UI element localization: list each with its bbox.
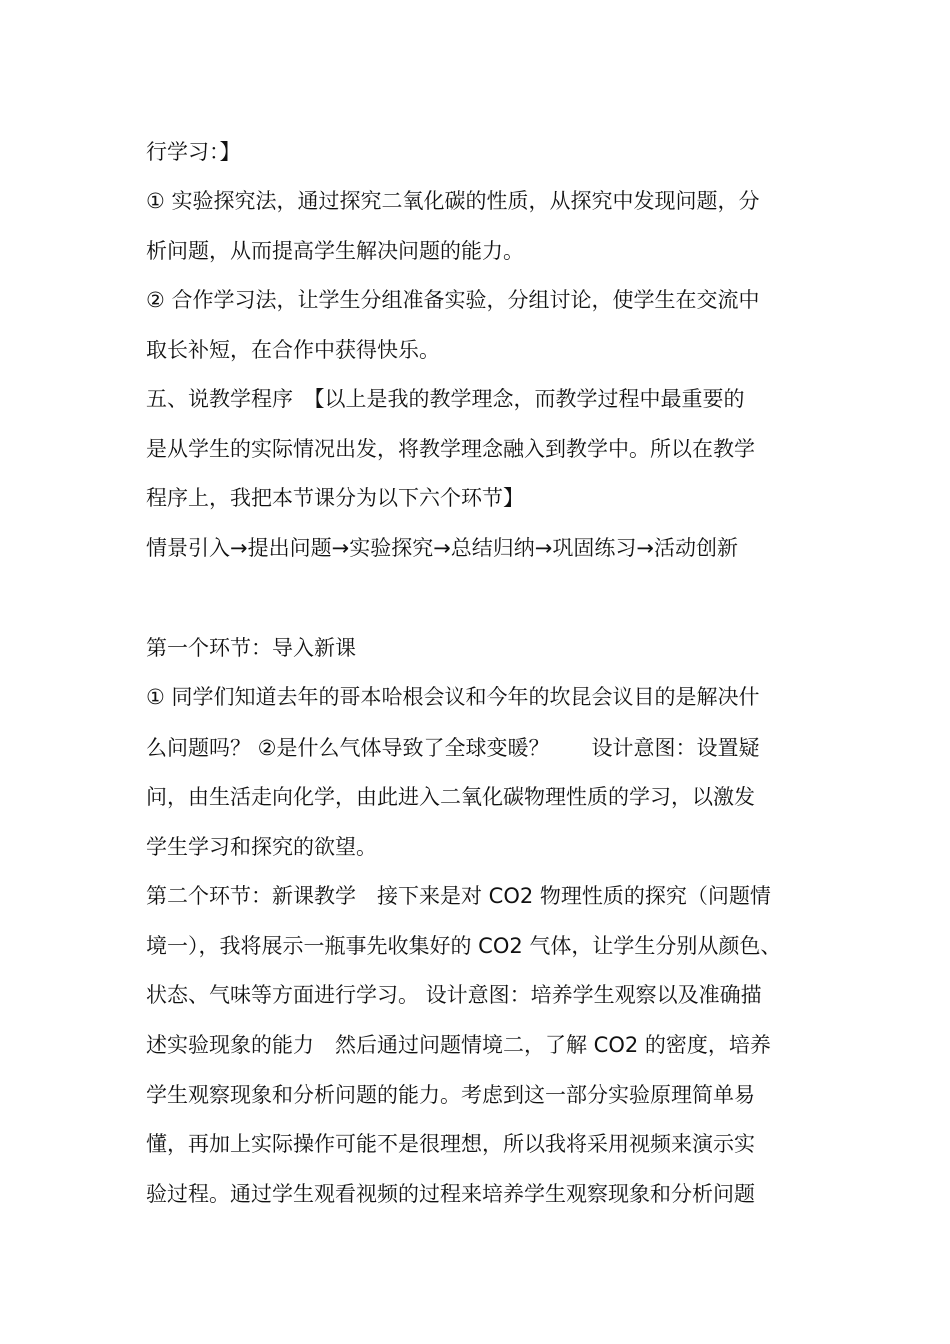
text-line-8: 程序上，我把本节课分为以下六个环节】 bbox=[146, 486, 524, 510]
text-line-2: ① 实验探究法，通过探究二氧化碳的性质，从探究中发现问题，分 bbox=[146, 189, 760, 213]
text-line-9: 情景引入→提出问题→实验探究→总结归纳→巩固练习→活动创新 bbox=[146, 536, 738, 560]
text-line-18: 述实验现象的能力 然后通过问题情境二，了解 CO2 的密度，培养 bbox=[146, 1033, 771, 1057]
text-line-5: 取长补短，在合作中获得快乐。 bbox=[146, 338, 440, 362]
text-line-21: 验过程。通过学生观看视频的过程来培养学生观察现象和分析问题 bbox=[146, 1182, 755, 1206]
text-line-14: 学生学习和探究的欲望。 bbox=[146, 835, 377, 859]
text-line-12: 么问题吗？ ②是什么气体导致了全球变暖？ 设计意图：设置疑 bbox=[146, 736, 760, 760]
section-heading-1: 第一个环节：导入新课 bbox=[146, 636, 356, 660]
text-line-4: ② 合作学习法，让学生分组准备实验，分组讨论，使学生在交流中 bbox=[146, 288, 760, 312]
text-line-1: 行学习：】 bbox=[146, 140, 241, 164]
text-line-13: 问，由生活走向化学，由此进入二氧化碳物理性质的学习，以激发 bbox=[146, 785, 755, 809]
text-line-11: ① 同学们知道去年的哥本哈根会议和今年的坎昆会议目的是解决什 bbox=[146, 685, 760, 709]
text-line-19: 学生观察现象和分析问题的能力。考虑到这一部分实验原理简单易 bbox=[146, 1083, 755, 1107]
text-line-3: 析问题，从而提高学生解决问题的能力。 bbox=[146, 239, 524, 263]
text-line-16: 境一），我将展示一瓶事先收集好的 CO2 气体，让学生分别从颜色、 bbox=[146, 934, 782, 958]
text-line-17: 状态、气味等方面进行学习。 设计意图：培养学生观察以及准确描 bbox=[146, 983, 762, 1007]
text-line-6: 五、说教学程序 【以上是我的教学理念，而教学过程中最重要的 bbox=[146, 387, 745, 411]
text-line-7: 是从学生的实际情况出发，将教学理念融入到教学中。所以在教学 bbox=[146, 437, 755, 461]
text-line-15: 第二个环节：新课教学 接下来是对 CO2 物理性质的探究（问题情 bbox=[146, 884, 771, 908]
text-line-20: 懂，再加上实际操作可能不是很理想，所以我将采用视频来演示实 bbox=[146, 1132, 755, 1156]
